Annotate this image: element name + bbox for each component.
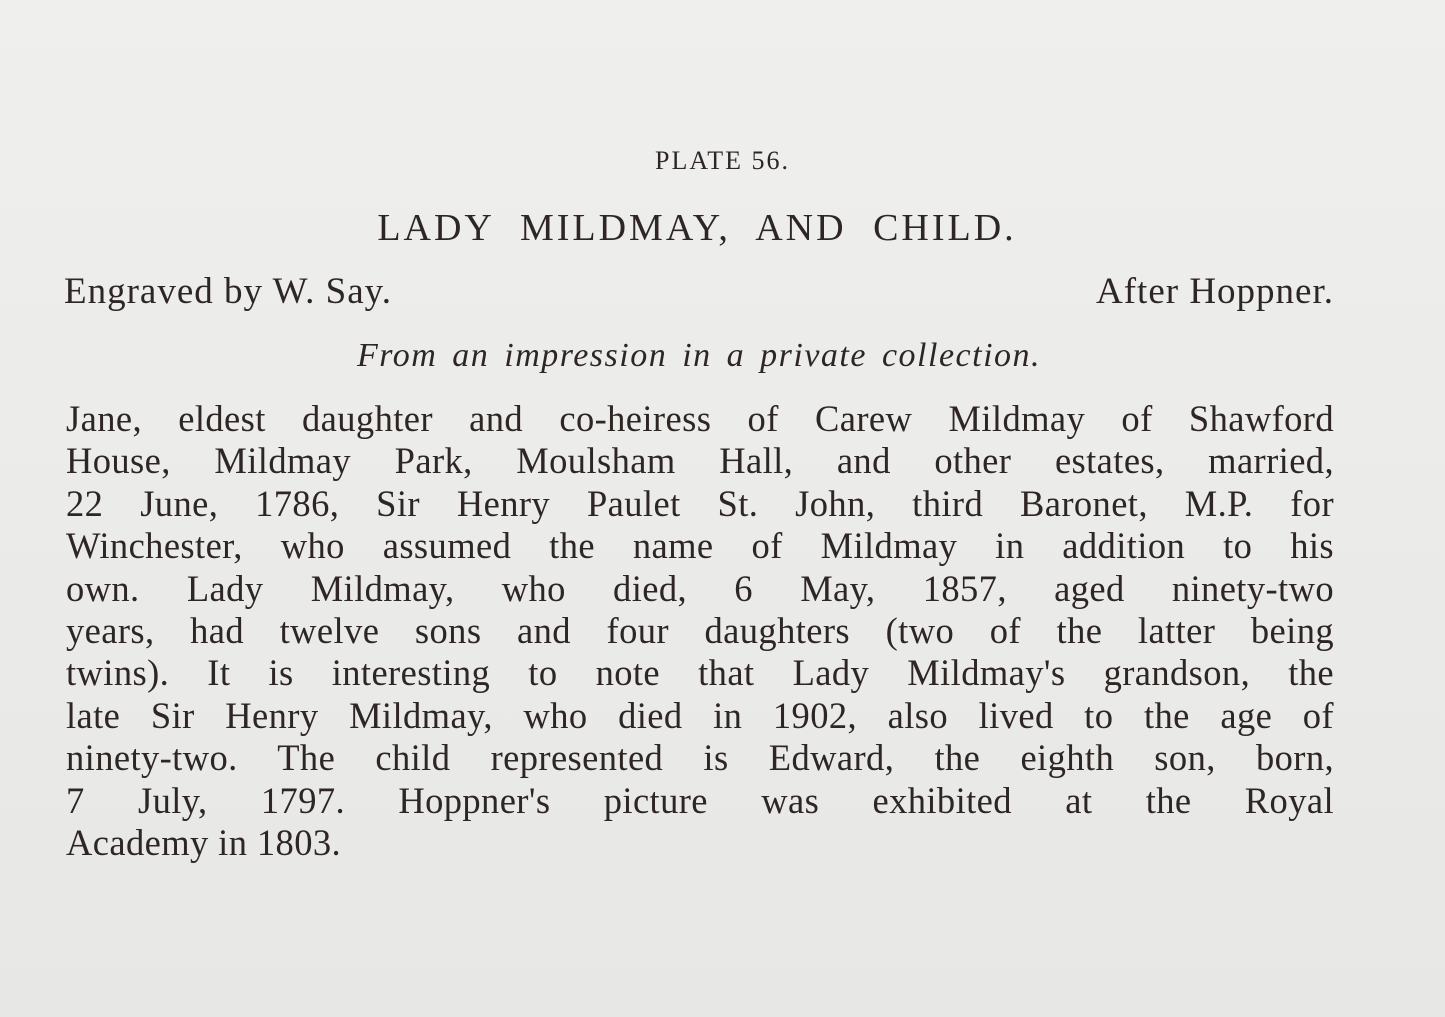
paragraph-line: Winchester, who assumed the name of Mildmay in addition to his (66, 525, 1334, 567)
credits-line (64, 270, 1334, 313)
paragraph-line: Academy in 1803. (66, 822, 342, 864)
paragraph-line: ninety-two. The child represented is Edward, the eighth son, born, (66, 737, 1334, 779)
description-paragraph (66, 398, 1334, 864)
source-note: From an impression in a private collection. (356, 337, 1042, 374)
artist-credit: After Hoppner. (1096, 271, 1334, 312)
engraver-credit: Engraved by W. Say. (64, 271, 392, 312)
paragraph-line: late Sir Henry Mildmay, who died in 1902, also lived to the age of (66, 694, 1334, 736)
plate-title: LADY MILDMAY, AND CHILD. (377, 207, 1017, 249)
paragraph-line: years, had twelve sons and four daughters (two of the latter being (66, 610, 1334, 652)
paragraph-line: House, Mildmay Park, Moulsham Hall, and other estates, married, (66, 440, 1334, 482)
plate-number (0, 146, 1445, 176)
paragraph-line: own. Lady Mildmay, who died, 6 May, 1857, aged ninety-two (66, 567, 1334, 609)
paragraph-line: Jane, eldest daughter and co-heiress of Carew Mildmay of Shawford (66, 398, 1334, 439)
paragraph-line: 7 July, 1797. Hoppner's picture was exhibited at the Royal (66, 779, 1334, 821)
plate-label: PLATE 56. (655, 146, 790, 175)
paragraph-line: 22 June, 1786, Sir Henry Paulet St. John, third Baronet, M.P. for (66, 482, 1334, 524)
paragraph-line: twins). It is interesting to note that Lady Mildmay's grandson, the (66, 652, 1334, 694)
